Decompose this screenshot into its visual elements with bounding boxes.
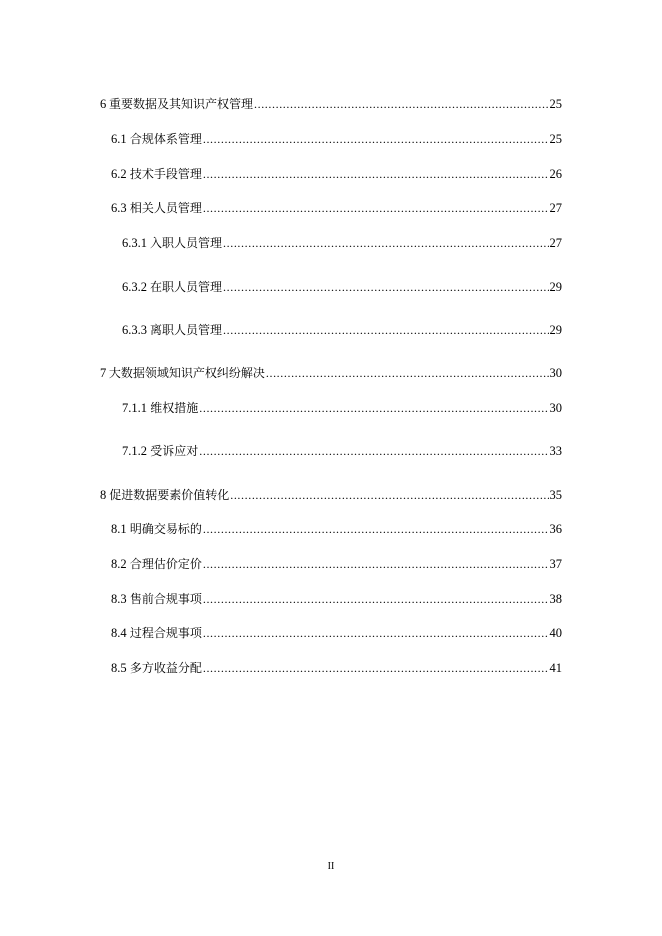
toc-dot-leader bbox=[254, 95, 549, 113]
toc-entry-title: 受诉应对 bbox=[150, 444, 199, 458]
toc-entry[interactable] bbox=[122, 278, 562, 296]
toc-entry-number: 6.3.3 bbox=[122, 323, 147, 337]
toc-entry[interactable] bbox=[100, 95, 562, 113]
toc-entry-number: 8 bbox=[100, 488, 107, 502]
toc-entry-title: 相关人员管理 bbox=[129, 201, 202, 215]
toc-entry[interactable] bbox=[111, 165, 562, 183]
toc-entry-title: 离职人员管理 bbox=[150, 323, 223, 337]
toc-entry-title: 过程合规事项 bbox=[129, 626, 202, 640]
toc-entry-number: 8.1 bbox=[111, 522, 127, 536]
toc-entry-title: 大数据领域知识产权纠纷解决 bbox=[108, 366, 265, 380]
toc-entry-page: 25 bbox=[549, 97, 562, 111]
toc-entry-page: 27 bbox=[549, 201, 562, 215]
toc-entry-page: 29 bbox=[549, 323, 562, 337]
toc-entry[interactable] bbox=[122, 321, 562, 339]
toc-entry-page: 40 bbox=[549, 626, 562, 640]
toc-dot-leader bbox=[203, 199, 549, 217]
toc-entry[interactable] bbox=[100, 486, 562, 504]
toc-entry-number: 6 bbox=[100, 97, 107, 111]
toc-entry[interactable] bbox=[111, 130, 562, 148]
toc-entry-title: 技术手段管理 bbox=[129, 167, 202, 181]
toc-entry-title: 入职人员管理 bbox=[150, 236, 223, 250]
toc-dot-leader bbox=[223, 278, 548, 296]
toc-dot-leader bbox=[203, 130, 549, 148]
toc-entry-page: 26 bbox=[549, 167, 562, 181]
toc-entry-number: 8.3 bbox=[111, 592, 127, 606]
toc-dot-leader bbox=[223, 234, 548, 252]
toc-entry[interactable] bbox=[122, 234, 562, 252]
toc-entry-title: 售前合规事项 bbox=[129, 592, 202, 606]
toc-entry-title: 维权措施 bbox=[150, 401, 199, 415]
toc-dot-leader bbox=[203, 624, 549, 642]
toc-entry-page: 29 bbox=[549, 280, 562, 294]
toc-entry-number: 6.3.1 bbox=[122, 236, 147, 250]
toc-entry-page: 25 bbox=[549, 132, 562, 146]
toc-entry-number: 8.4 bbox=[111, 626, 127, 640]
toc-entry[interactable] bbox=[111, 590, 562, 608]
toc-entry-page: 30 bbox=[549, 366, 562, 380]
toc-entry[interactable] bbox=[122, 399, 562, 417]
toc-dot-leader bbox=[203, 555, 549, 573]
toc-entry-number: 7 bbox=[100, 366, 107, 380]
toc-entry-number: 8.2 bbox=[111, 557, 127, 571]
toc-dot-leader bbox=[203, 520, 549, 538]
toc-dot-leader bbox=[199, 399, 548, 417]
toc-entry[interactable] bbox=[111, 520, 562, 538]
toc-entry-title: 多方收益分配 bbox=[129, 661, 202, 675]
toc-entry[interactable] bbox=[111, 624, 562, 642]
toc-entry[interactable] bbox=[111, 555, 562, 573]
toc-entry-page: 37 bbox=[549, 557, 562, 571]
toc-entry-title: 合理估价定价 bbox=[129, 557, 202, 571]
toc-entry-number: 6.2 bbox=[111, 167, 127, 181]
toc-entry-number: 7.1.2 bbox=[122, 444, 147, 458]
toc-entry-number: 6.3 bbox=[111, 201, 127, 215]
toc-entry-page: 30 bbox=[549, 401, 562, 415]
toc-dot-leader bbox=[199, 442, 548, 460]
toc-entry-number: 6.1 bbox=[111, 132, 127, 146]
toc-dot-leader bbox=[230, 486, 548, 504]
toc-entry-page: 33 bbox=[549, 444, 562, 458]
page-number: II bbox=[327, 861, 335, 872]
toc-entry-title: 合规体系管理 bbox=[129, 132, 202, 146]
toc-entry-title: 在职人员管理 bbox=[150, 280, 223, 294]
toc-entry-page: 35 bbox=[549, 488, 562, 502]
toc-entry[interactable] bbox=[111, 199, 562, 217]
toc-dot-leader bbox=[203, 590, 549, 608]
toc-entry-page: 36 bbox=[549, 522, 562, 536]
toc-entry-title: 促进数据要素价值转化 bbox=[109, 488, 230, 502]
toc-dot-leader bbox=[223, 321, 548, 339]
toc-dot-leader bbox=[266, 364, 549, 382]
toc-entry-title: 重要数据及其知识产权管理 bbox=[108, 97, 253, 111]
toc-entry[interactable] bbox=[111, 659, 562, 677]
toc-entry-page: 38 bbox=[549, 592, 562, 606]
toc-entry[interactable] bbox=[100, 364, 562, 382]
toc-entry[interactable] bbox=[122, 442, 562, 460]
toc-dot-leader bbox=[203, 165, 549, 183]
toc-entry-page: 41 bbox=[549, 661, 562, 675]
toc-entry-number: 7.1.1 bbox=[122, 401, 147, 415]
toc-entry-number: 8.5 bbox=[111, 661, 127, 675]
toc-entry-number: 6.3.2 bbox=[122, 280, 147, 294]
toc-entry-page: 27 bbox=[549, 236, 562, 250]
toc-dot-leader bbox=[203, 659, 549, 677]
toc-entry-title: 明确交易标的 bbox=[129, 522, 202, 536]
